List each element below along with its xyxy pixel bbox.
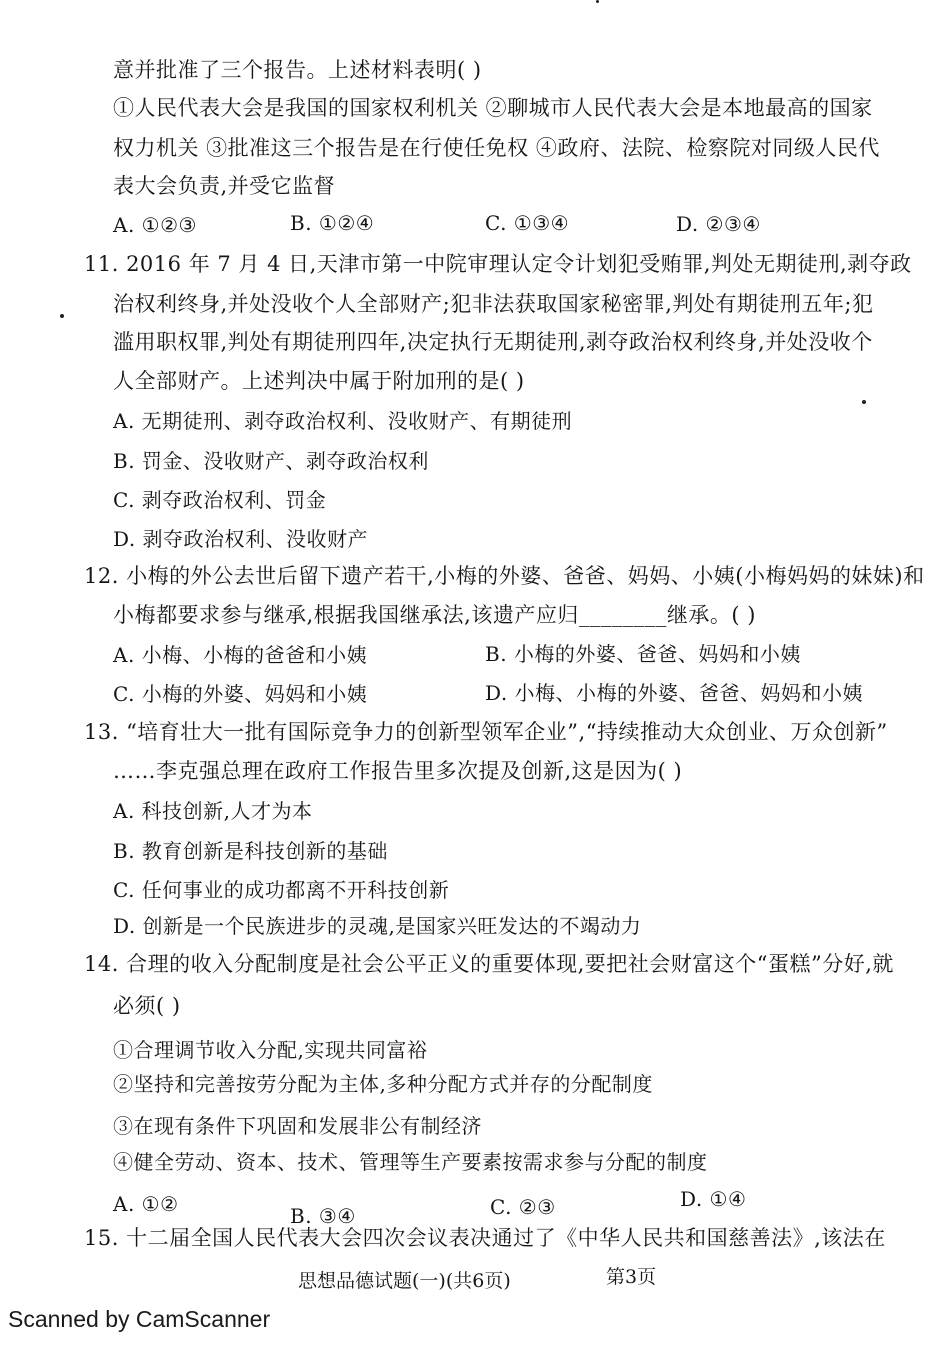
q10-stem-end: 意并批准了三个报告。上述材料表明( ): [113, 58, 482, 82]
q13-option-a: A. 科技创新,人才为本: [113, 799, 313, 823]
scan-speck: [862, 400, 866, 404]
q15-stem-line: 15. 十二届全国人民代表大会四次会议表决通过了《中华人民共和国慈善法》,该法在: [84, 1226, 886, 1250]
q12-option-c: C. 小梅的外婆、妈妈和小姨: [113, 682, 368, 706]
q14-statement: ②坚持和完善按劳分配为主体,多种分配方式并存的分配制度: [113, 1072, 653, 1096]
q13-option-d: D. 创新是一个民族进步的灵魂,是国家兴旺发达的不竭动力: [113, 914, 642, 938]
q14-statement: ④健全劳动、资本、技术、管理等生产要素按需求参与分配的制度: [113, 1150, 708, 1174]
q13-option-c: C. 任何事业的成功都离不开科技创新: [113, 878, 450, 902]
q11-option-a: A. 无期徒刑、剥夺政治权利、没收财产、有期徒刑: [113, 409, 573, 433]
q14-option-b: B. ③④: [290, 1204, 356, 1228]
q11-stem-line: 治权利终身,并处没收个人全部财产;犯非法获取国家秘密罪,判处有期徒刑五年;犯: [113, 292, 874, 316]
q14-option-d: D. ①④: [680, 1187, 747, 1211]
q12-option-d: D. 小梅、小梅的外婆、爸爸、妈妈和小姨: [485, 681, 864, 705]
q10-option-a: A. ①②③: [113, 213, 197, 237]
q14-option-c: C. ②③: [490, 1195, 556, 1219]
q11-stem-line: 滥用职权罪,判处有期徒刑四年,决定执行无期徒刑,剥夺政治权利终身,并处没收个: [113, 330, 873, 354]
scanner-watermark: Scanned by CamScanner: [8, 1306, 271, 1332]
q14-statement: ①合理调节收入分配,实现共同富裕: [113, 1038, 428, 1062]
q10-statement-line: 权力机关 ③批准这三个报告是在行使任免权 ④政府、法院、检察院对同级人民代: [113, 136, 880, 160]
q14-option-a: A. ①②: [113, 1192, 179, 1216]
q11-stem-line: 人全部财产。上述判决中属于附加刑的是( ): [113, 369, 525, 393]
q12-stem-line: 12. 小梅的外公去世后留下遗产若干,小梅的外婆、爸爸、妈妈、小姨(小梅妈妈的妹妹)和: [84, 564, 925, 588]
q11-option-b: B. 罚金、没收财产、剥夺政治权利: [113, 449, 429, 473]
q14-stem-line: 必须( ): [113, 994, 181, 1018]
q13-option-b: B. 教育创新是科技创新的基础: [113, 839, 388, 863]
q14-stem-line: 14. 合理的收入分配制度是社会公平正义的重要体现,要把社会财富这个“蛋糕”分好,就: [84, 952, 894, 976]
q12-stem-line: 小梅都要求参与继承,根据我国继承法,该遗产应归________继承。( ): [113, 603, 756, 627]
q12-option-a: A. 小梅、小梅的爸爸和小姨: [113, 643, 368, 667]
q12-option-b: B. 小梅的外婆、爸爸、妈妈和小姨: [485, 642, 801, 666]
q10-statement-line: 表大会负责,并受它监督: [113, 174, 336, 198]
q13-stem-line: ……李克强总理在政府工作报告里多次提及创新,这是因为( ): [113, 759, 683, 783]
q11-option-c: C. 剥夺政治权利、罚金: [113, 488, 327, 512]
q13-stem-line: 13. “培育壮大一批有国际竞争力的创新型领军企业”,“持续推动大众创业、万众创新”: [84, 720, 888, 744]
q11-option-d: D. 剥夺政治权利、没收财产: [113, 527, 369, 551]
q10-option-c: C. ①③④: [485, 211, 570, 235]
scan-speck: [596, 0, 599, 3]
q10-option-b: B. ①②④: [290, 211, 375, 235]
footer-title: 思想品德试题(一)(共6页): [298, 1270, 511, 1292]
q14-statement: ③在现有条件下巩固和发展非公有制经济: [113, 1114, 482, 1138]
footer-page-number: 第3页: [606, 1266, 657, 1288]
q11-stem-line: 11. 2016 年 7 月 4 日,天津市第一中院审理认定令计划犯受贿罪,判处无期徒刑,剥夺政: [84, 252, 912, 276]
q10-statement-line: ①人民代表大会是我国的国家权利机关 ②聊城市人民代表大会是本地最高的国家: [113, 96, 873, 120]
q10-option-d: D. ②③④: [676, 212, 761, 236]
scan-speck: [60, 314, 64, 318]
